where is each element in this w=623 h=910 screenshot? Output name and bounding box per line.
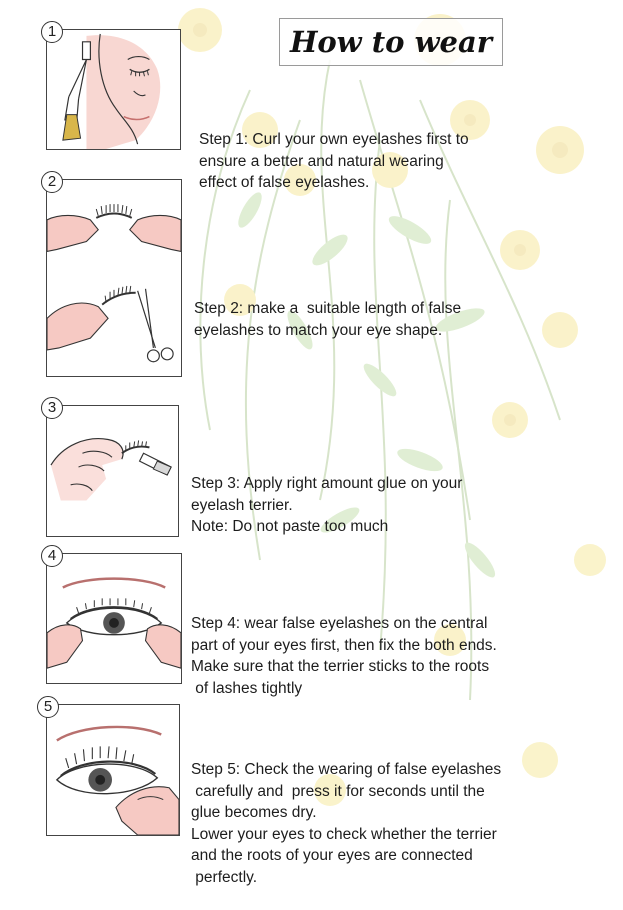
step-2-text: Step 2: make a suitable length of false eyelashes to match your eye shape. xyxy=(194,300,462,339)
step-number-5: 5 xyxy=(37,696,59,718)
scissors-trimming-lashes-icon xyxy=(138,289,173,362)
step-1-illustration xyxy=(46,29,181,150)
step-1-text: Step 1: Curl your own eyelashes first to ensure a better and natural wearing effect of false eyelashes. xyxy=(199,131,469,191)
pressing-lashes-eye-icon xyxy=(47,705,179,835)
applying-lashes-eye-icon xyxy=(47,554,181,683)
eyelash-curler-face-icon xyxy=(47,30,180,149)
hands-holding-lashes-icon xyxy=(47,180,181,376)
step-4-text: Step 4: wear false eyelashes on the central part of your eyes first, then fix the both ends. Make sure that the terrier sticks to the roots of lashes tightly xyxy=(191,615,497,697)
step-2-illustration xyxy=(46,179,182,377)
step-3-text: Step 3: Apply right amount glue on your eyelash terrier. Note: Do not paste too much xyxy=(191,475,463,535)
step-5-text: Step 5: Check the wearing of false eyelashes carefully and press it for seconds until the glue becomes dry. Lower your eyes to check whether the terrier and the roots of your eyes are connected perfectly. xyxy=(191,761,502,886)
step-number-4: 4 xyxy=(41,545,63,567)
step-number-3: 3 xyxy=(41,397,63,419)
step-3-illustration xyxy=(46,405,179,537)
page-title: How to wear xyxy=(289,25,493,59)
step-number-2: 2 xyxy=(41,171,63,193)
step-5-illustration xyxy=(46,704,180,836)
glue-applicator-icon xyxy=(47,406,178,536)
title-box xyxy=(279,18,503,66)
step-number-1: 1 xyxy=(41,21,63,43)
step-4-illustration xyxy=(46,553,182,684)
